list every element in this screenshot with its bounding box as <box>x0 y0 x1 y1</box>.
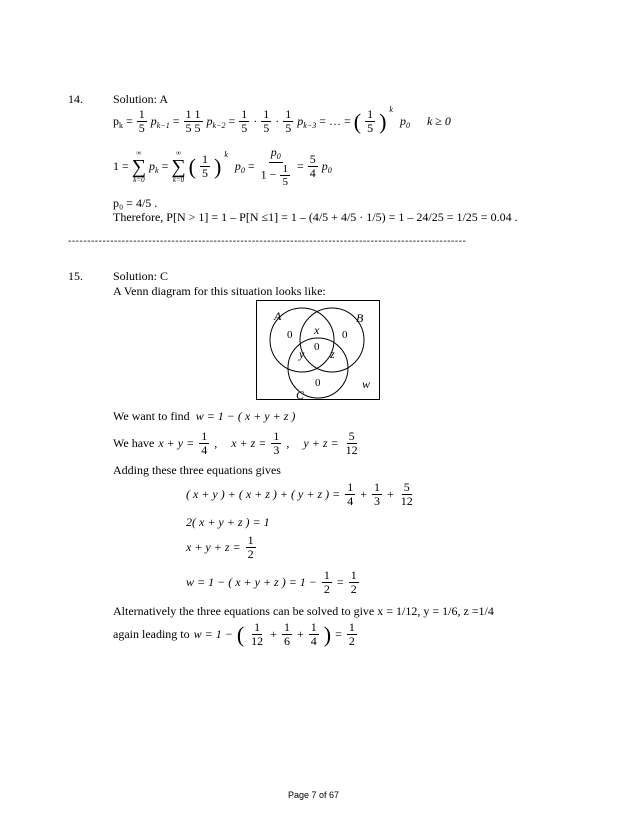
frac-1a: $\frac{1}{5}$ <box>241 107 248 136</box>
lparen: ( <box>353 108 362 134</box>
sigma-1: ∞ ∑ k=0 <box>131 148 147 184</box>
rparen: ) <box>379 108 387 134</box>
frac-11-55: $\frac{1 1}{5 5}$ <box>185 107 201 136</box>
venn-label-b: B <box>356 311 364 325</box>
q15-want: We want to find <box>113 409 190 423</box>
q15-sum-line: ( x + y ) + ( x + z ) + ( y + z ) = $\frac{1}{4}$ + $\frac{1}{3}$ + $\frac{5}{12}$ <box>186 480 413 509</box>
lparen3: ( <box>236 621 245 647</box>
q14-therefore: Therefore, P[N > 1] = 1 – P[N ≤1] = 1 – (4/5 + 4/5 · 1/5) = 1 – 24/25 = 1/25 = 0.04 . <box>113 210 518 224</box>
q15-again-line: again leading to w = 1 − ( $\frac{1}{12}$ + $\frac{1}{6}$ + $\frac{1}{4}$ ) = $\frac{1}{2}$ <box>113 620 355 649</box>
frac-1c: $\frac{1}{5}$ <box>285 107 292 136</box>
pk-lhs: $p_k$ = <box>113 113 133 130</box>
q14-number: 14. <box>68 92 83 106</box>
frac-1-5-pow: $\frac{1}{5}$ <box>367 107 374 136</box>
frac-half2: $\frac{1}{2}$ <box>323 568 330 597</box>
frac-p0-over: $p_0$ 1 − $\frac{1}{5}$ <box>260 145 288 188</box>
frac-5-12: $\frac{5}{12}$ <box>345 429 358 458</box>
venn-label-c: C <box>296 388 305 400</box>
sigma-top: ∞ <box>136 148 142 157</box>
p0-term2: $p_0$ <box>234 158 245 175</box>
page-footer: Page 7 of 67 <box>288 790 340 800</box>
q15-xyz-line <box>186 534 257 561</box>
q14-sum-equation: 1 = ∞ ∑ k=0 $p_k$ = ∞ ∑ k=0 ( $\frac{1}{5}$ ) $^k$ $p_0$ = $p_0$ 1 − $\frac{1}{5}$ = $\frac{5}{4}$ $p_0$ <box>113 145 332 188</box>
frac-1-5: $\frac{1}{5}$ <box>138 107 145 136</box>
term-pk2: $p_{k-2}$ <box>206 113 226 130</box>
p0-term: $p_0$ <box>399 113 410 130</box>
venn-diagram <box>256 300 380 400</box>
venn-label-x: x <box>314 323 320 337</box>
lparen2: ( <box>188 153 196 179</box>
frac-1-3: $\frac{1}{3}$ <box>273 429 280 458</box>
frac-5-4: $\frac{5}{4}$ <box>309 152 316 181</box>
frac-1-5-sum: $\frac{1}{5}$ <box>201 152 208 181</box>
frac-1b: $\frac{1}{5}$ <box>263 107 270 136</box>
venn-label-a: A <box>274 309 282 323</box>
venn-zero-c: 0 <box>315 377 321 389</box>
q15-have-eq3: y + z = <box>303 436 339 451</box>
q14-p0-value: p₀ = 4/5 . <box>113 196 158 210</box>
frac-1-4b: $\frac{1}{4}$ <box>310 620 317 649</box>
q15-have-eq1: x + y = <box>158 436 195 451</box>
q15-have: We have <box>113 436 155 451</box>
q15-xyz-eq: x + y + z = <box>186 540 241 555</box>
frac-1-4: $\frac{1}{4}$ <box>201 429 208 458</box>
frac-half4: $\frac{1}{2}$ <box>348 620 355 649</box>
sigma-2: ∞ ∑ k=0 <box>171 148 186 184</box>
venn-label-z: z <box>330 347 335 361</box>
sigma-bottom: k=0 <box>133 175 145 184</box>
q14-pk-equation: $p_k$ = $\frac{1}{5}$ $p_{k-1}$ = $\frac{1 1}{5 5}$ $p_{k-2}$ = $\frac{1}{5}$ · $\frac{1}{5}$ · $\frac{1}{5}$ $p_{k-3}$ = … = ( $\frac{1}{5}$ ) $^k$ $p_0$ k ≥ 0 <box>113 105 451 136</box>
venn-zero-b: 0 <box>342 329 348 341</box>
rparen3: ) <box>323 621 332 647</box>
q14-solution: Solution: A <box>113 92 169 106</box>
venn-zero-a: 0 <box>287 329 293 341</box>
q15-have-line: We have x + y = $\frac{1}{4}$ , x + z = $\frac{1}{3}$ , y + z = $\frac{5}{12}$ <box>113 429 358 458</box>
q15-sum-eq: ( x + y ) + ( x + z ) + ( y + z ) = <box>186 487 341 502</box>
frac-half3: $\frac{1}{2}$ <box>350 568 357 597</box>
p0-term3: $p_0$ <box>321 158 332 175</box>
term-pk3: $p_{k-3}$ <box>297 113 317 130</box>
separator: -------------------------------------------------------------------------------------------------------- <box>68 236 467 247</box>
q15-again-eq: w = 1 − <box>193 627 233 642</box>
q15-alt: Alternatively the three equations can be solved to give x = 1/12, y = 1/6, z =1/4 <box>113 604 494 618</box>
pk-tail: = … = <box>319 114 351 129</box>
sum-lhs: 1 = <box>113 159 129 174</box>
power-k: k <box>389 105 393 115</box>
venn-label-y: y <box>299 347 305 361</box>
frac-c: $\frac{5}{12}$ <box>400 480 413 509</box>
venn-zero-center: 0 <box>314 341 320 353</box>
frac-a: $\frac{1}{4}$ <box>347 480 354 509</box>
pk-cond: k ≥ 0 <box>426 114 451 129</box>
q15-intro: A Venn diagram for this situation looks like: <box>113 284 326 298</box>
frac-half1: $\frac{1}{2}$ <box>247 533 254 562</box>
q15-again: again leading to <box>113 627 190 642</box>
venn-circle-b <box>300 308 364 372</box>
frac-1-12: $\frac{1}{12}$ <box>251 620 264 649</box>
q15-have-eq2: x + z = <box>231 436 267 451</box>
pk-term: $p_k$ <box>149 158 159 175</box>
q15-number: 15. <box>68 269 83 283</box>
rparen2: ) <box>213 153 222 179</box>
frac-1-6: $\frac{1}{6}$ <box>283 620 290 649</box>
power-k2: k <box>224 150 228 160</box>
q15-want-line <box>113 409 295 424</box>
q15-two-eq: 2( x + y + z ) = 1 <box>186 515 270 529</box>
q15-want-eq: w = 1 − ( x + y + z ) <box>195 409 296 423</box>
frac-b: $\frac{1}{3}$ <box>374 480 380 509</box>
venn-label-w: w <box>362 377 371 391</box>
q15-adding: Adding these three equations gives <box>113 463 281 477</box>
q15-solution: Solution: C <box>113 269 169 283</box>
q15-w-eq: w = 1 − ( x + y + z ) = 1 − <box>186 575 317 590</box>
q15-w-line: w = 1 − ( x + y + z ) = 1 − $\frac{1}{2}$ = $\frac{1}{2}$ <box>186 568 357 597</box>
term-pk1: $p_{k-1}$ <box>150 113 170 130</box>
